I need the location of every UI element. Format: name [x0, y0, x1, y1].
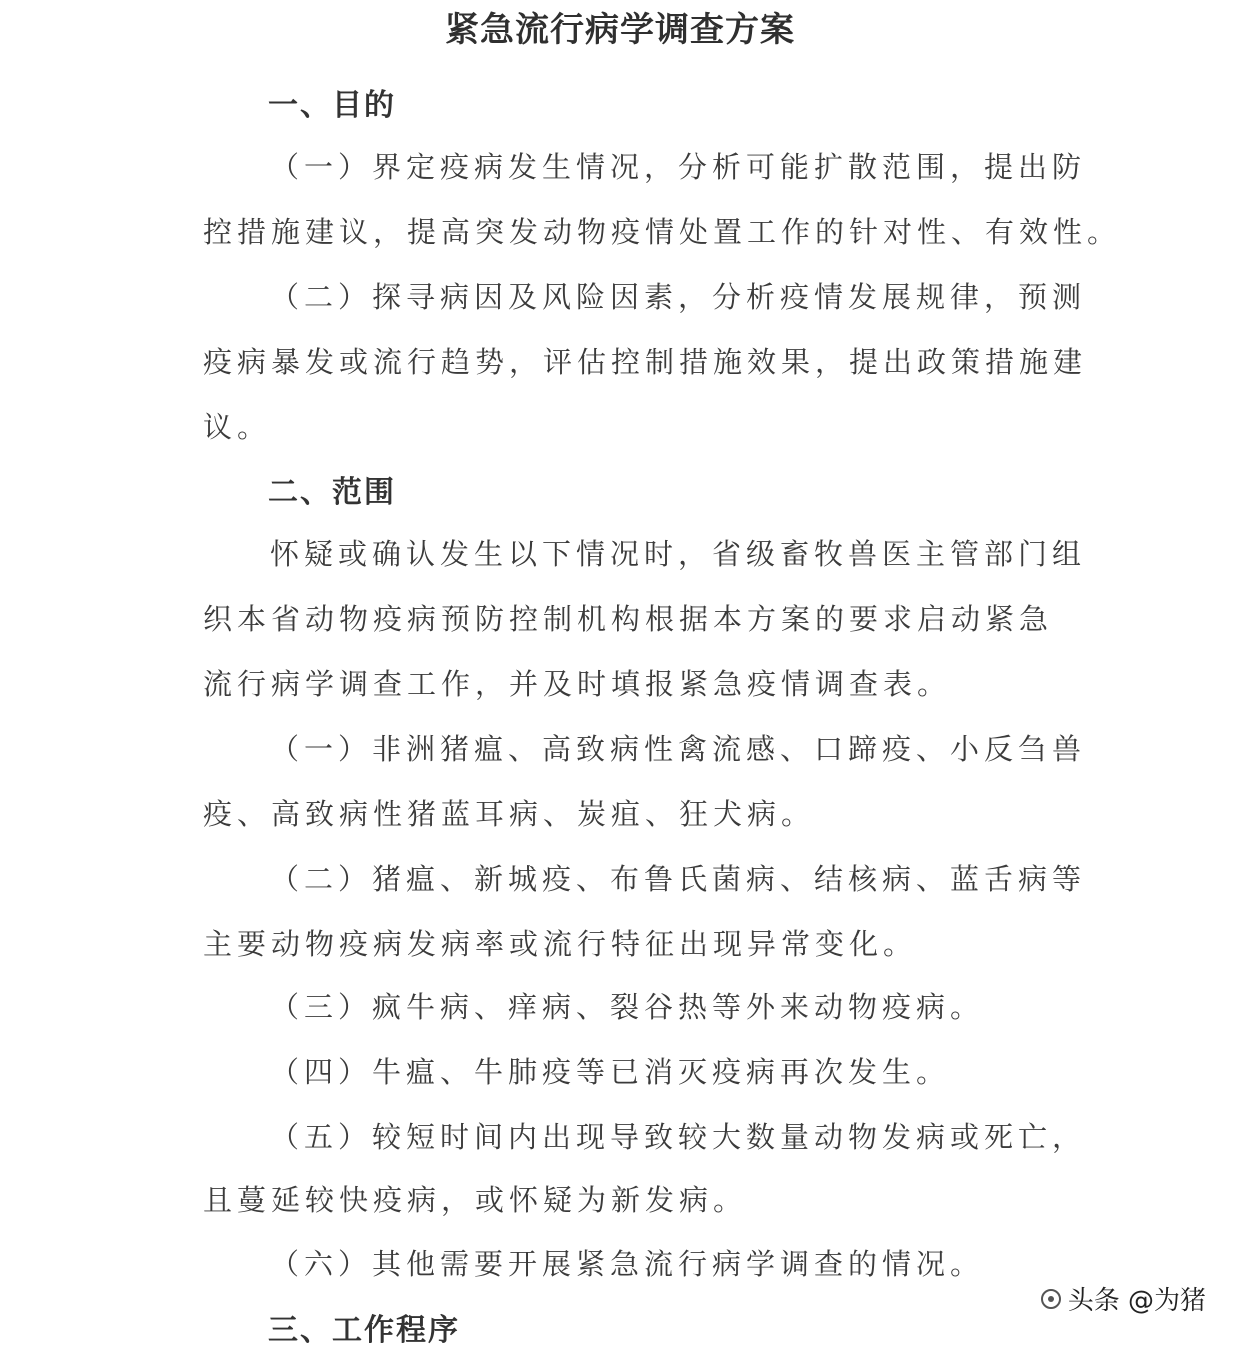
- watermark: [1034, 1276, 1212, 1320]
- section-heading-purpose: 一、目的: [268, 88, 396, 123]
- section-heading-procedure: 三、工作程序: [268, 1313, 460, 1348]
- paragraph-line: （一）非洲猪瘟、高致病性禽流感、口蹄疫、小反刍兽: [270, 732, 1087, 766]
- paragraph-line: （一）界定疫病发生情况，分析可能扩散范围，提出防: [270, 150, 1087, 184]
- paragraph-line: （二）猪瘟、新城疫、布鲁氏菌病、结核病、蓝舌病等: [270, 862, 1087, 896]
- paragraph-line: 且蔓延较快疫病，或怀疑为新发病。: [203, 1183, 748, 1217]
- paragraph-line: 疫、高致病性猪蓝耳病、炭疽、狂犬病。: [203, 797, 816, 831]
- paragraph-line: （五）较短时间内出现导致较大数量动物发病或死亡，: [270, 1120, 1087, 1154]
- paragraph-line: 怀疑或确认发生以下情况时，省级畜牧兽医主管部门组: [270, 537, 1087, 571]
- paragraph-line: 主要动物疫病发病率或流行特征出现异常变化。: [203, 927, 918, 961]
- watermark-text: 头条 @为猪: [1067, 1285, 1206, 1316]
- paragraph-line: （六）其他需要开展紧急流行病学调查的情况。: [270, 1247, 985, 1281]
- paragraph-line: 流行病学调查工作，并及时填报紧急疫情调查表。: [203, 667, 952, 701]
- section-heading-scope: 二、范围: [268, 475, 396, 510]
- document-title: 紧急流行病学调查方案: [445, 10, 795, 50]
- paragraph-line: （三）疯牛病、痒病、裂谷热等外来动物疫病。: [270, 990, 985, 1024]
- paragraph-line: 议。: [203, 410, 272, 444]
- paragraph-line: 织本省动物疫病预防控制机构根据本方案的要求启动紧急: [203, 602, 1054, 636]
- paragraph-line: （二）探寻病因及风险因素，分析疫情发展规律，预测: [270, 280, 1087, 314]
- toutiao-logo-icon: [1040, 1287, 1062, 1309]
- paragraph-line: 控措施建议，提高突发动物疫情处置工作的针对性、有效性。: [203, 215, 1122, 249]
- paragraph-line: 疫病暴发或流行趋势，评估控制措施效果，提出政策措施建: [203, 345, 1088, 379]
- paragraph-line: （四）牛瘟、牛肺疫等已消灭疫病再次发生。: [270, 1055, 951, 1089]
